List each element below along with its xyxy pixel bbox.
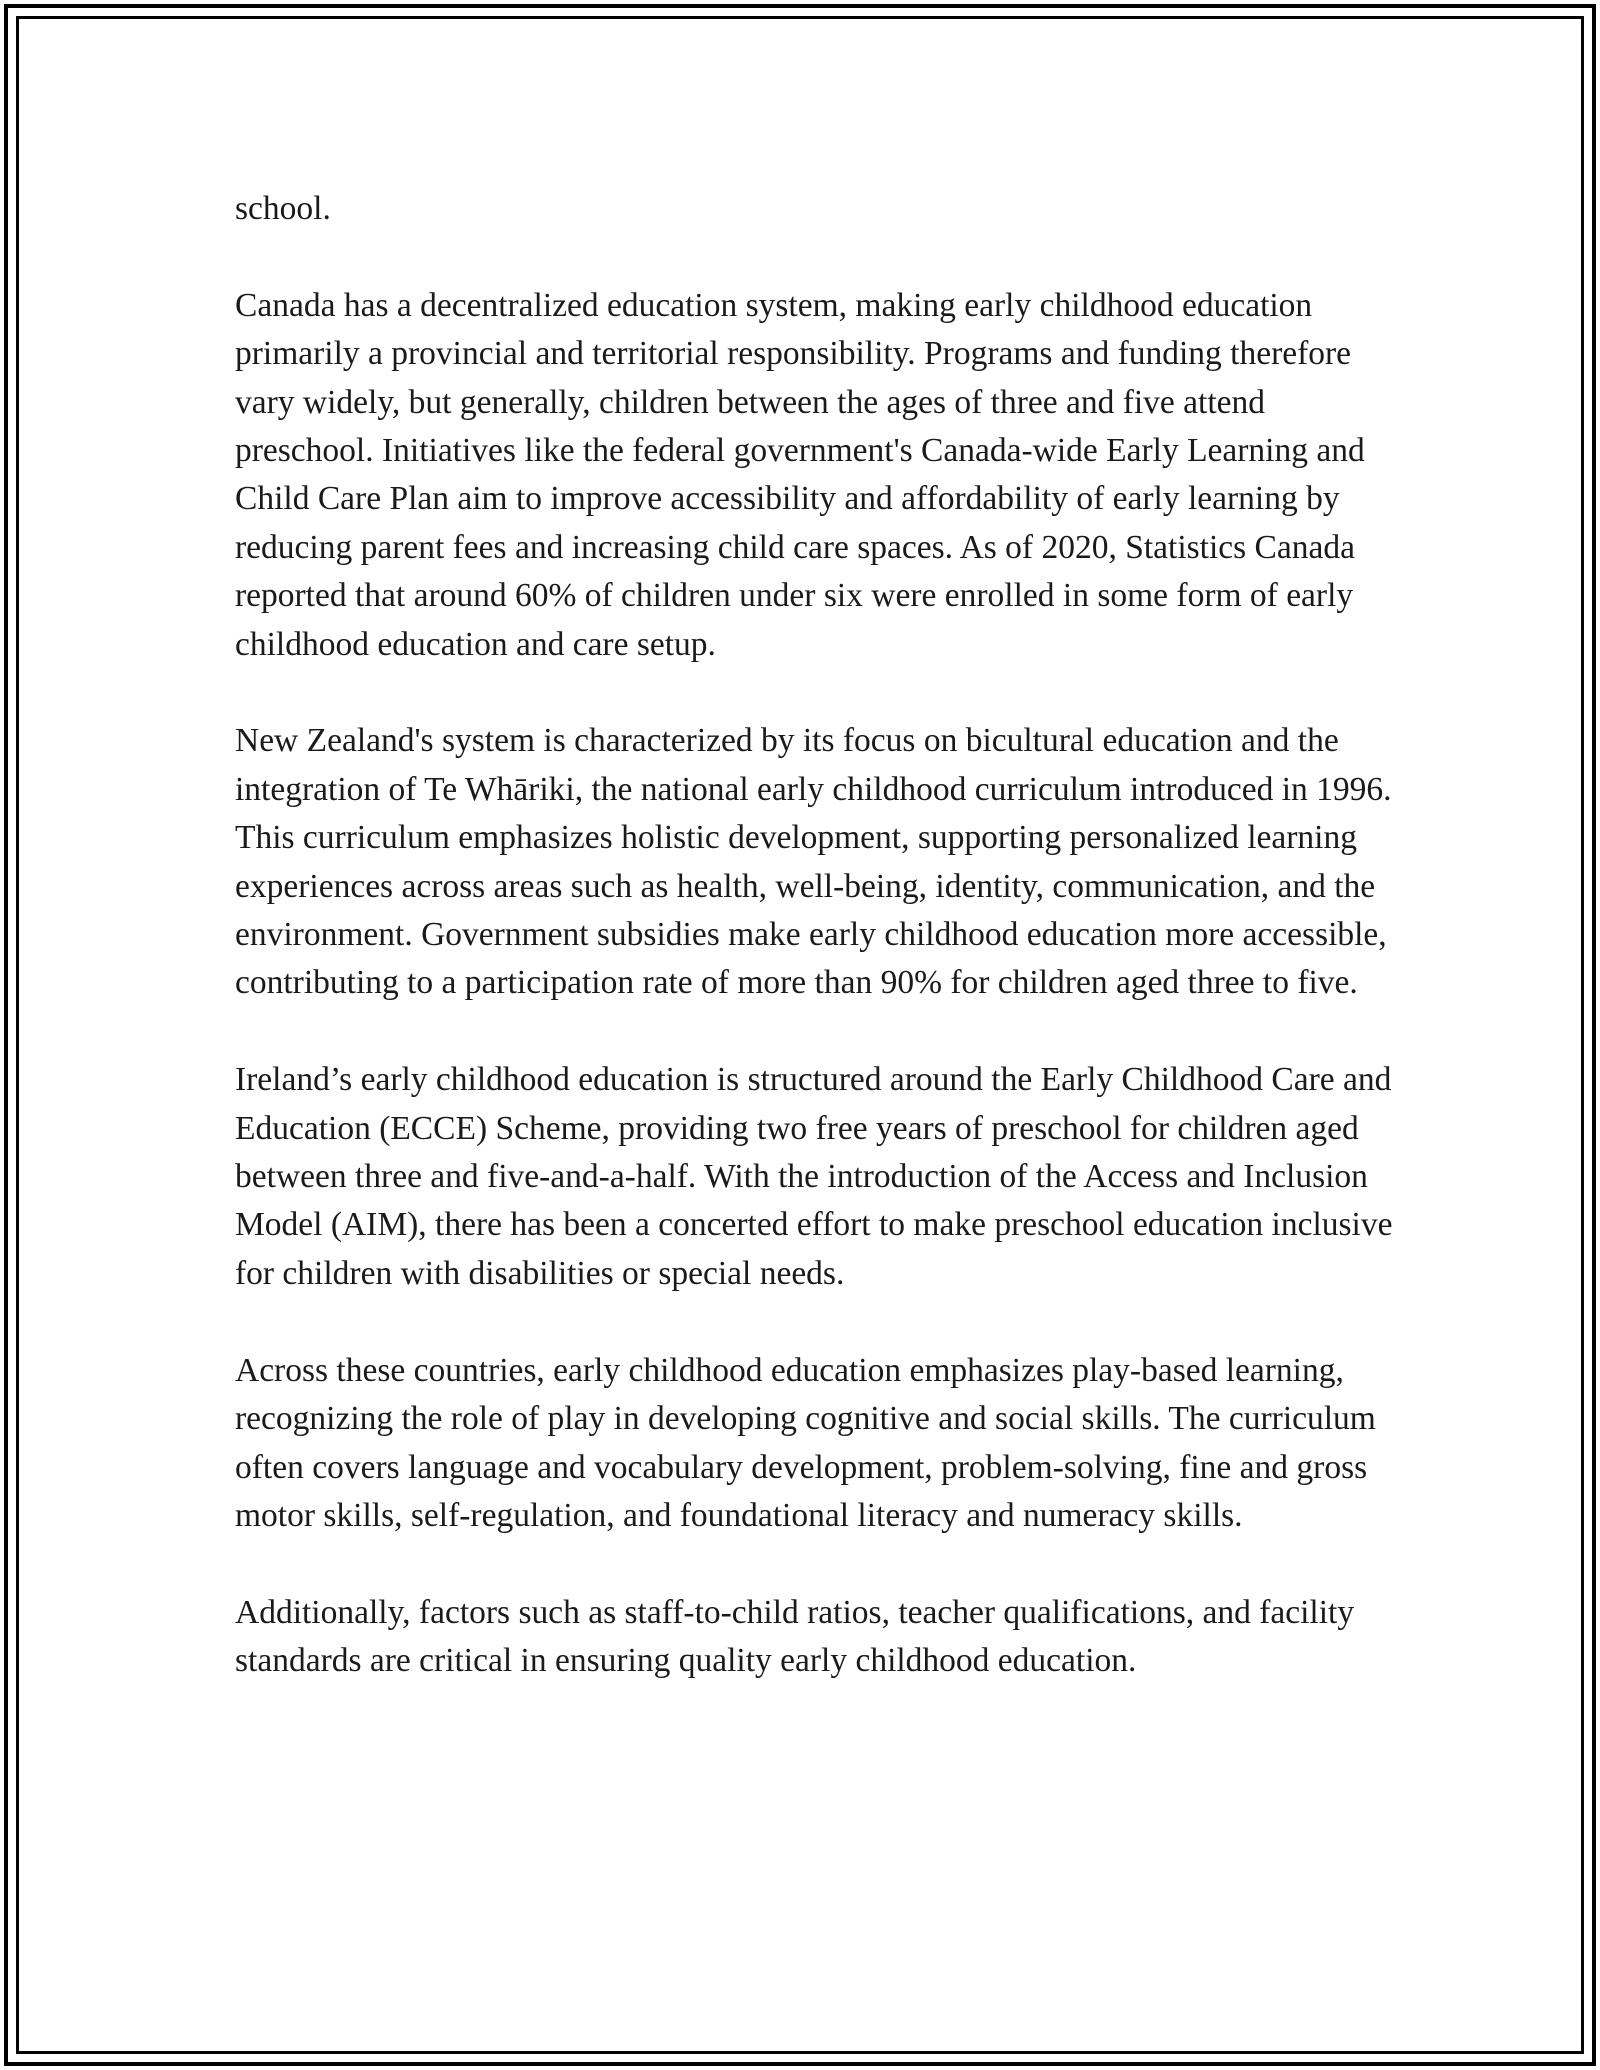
paragraph-canada: Canada has a decentralized education system, making early childhood education primarily a provincial and territorial responsibility. Programs and funding therefore vary widely, but generally, children between the ages of three and five attend preschool. Initiatives like the federal government's Canada-wide Early Learning and Child Care Plan aim to improve accessibility and affordability of early learning by reducing parent fees and increasing child care spaces. As of 2020, Statistics Canada reported that around 60% of children under six were enrolled in some form of early childhood education and care setup. (235, 286, 1365, 663)
paragraph-new-zealand: New Zealand's system is characterized by its focus on bicultural education and the integration of Te Whāriki, the national early childhood curriculum introduced in 1996. This curriculum emphasizes holistic development, supporting personalized learning experiences across areas such as health, well-being, identity, communication, and the environment. Government subsidies make early childhood education more accessible, contributing to a participation rate of more than 90% for children aged three to five. (235, 722, 1392, 1002)
paragraph-across-countries: Across these countries, early childhood education emphasizes play-based learning, recognizing the role of play in developing cognitive and social skills. The curriculum often covers language and vocabulary development, problem-solving, fine and gross motor skills, self-regulation, and foundational literacy and numeracy skills. (235, 1351, 1376, 1534)
paragraph-additionally: Additionally, factors such as staff-to-child ratios, teacher qualifications, and facility standards are critical in ensuring quality early childhood education. (235, 1593, 1355, 1680)
document-body (235, 185, 1395, 1734)
paragraph-ireland: Ireland’s early childhood education is structured around the Early Childhood Care and Education (ECCE) Scheme, providing two free years of preschool for children aged between three and five-and-a-half. With the introduction of the Access and Inclusion Model (AIM), there has been a concerted effort to make preschool education inclusive for children with disabilities or special needs. (235, 1061, 1393, 1292)
paragraph-continuation: school. (235, 190, 331, 227)
